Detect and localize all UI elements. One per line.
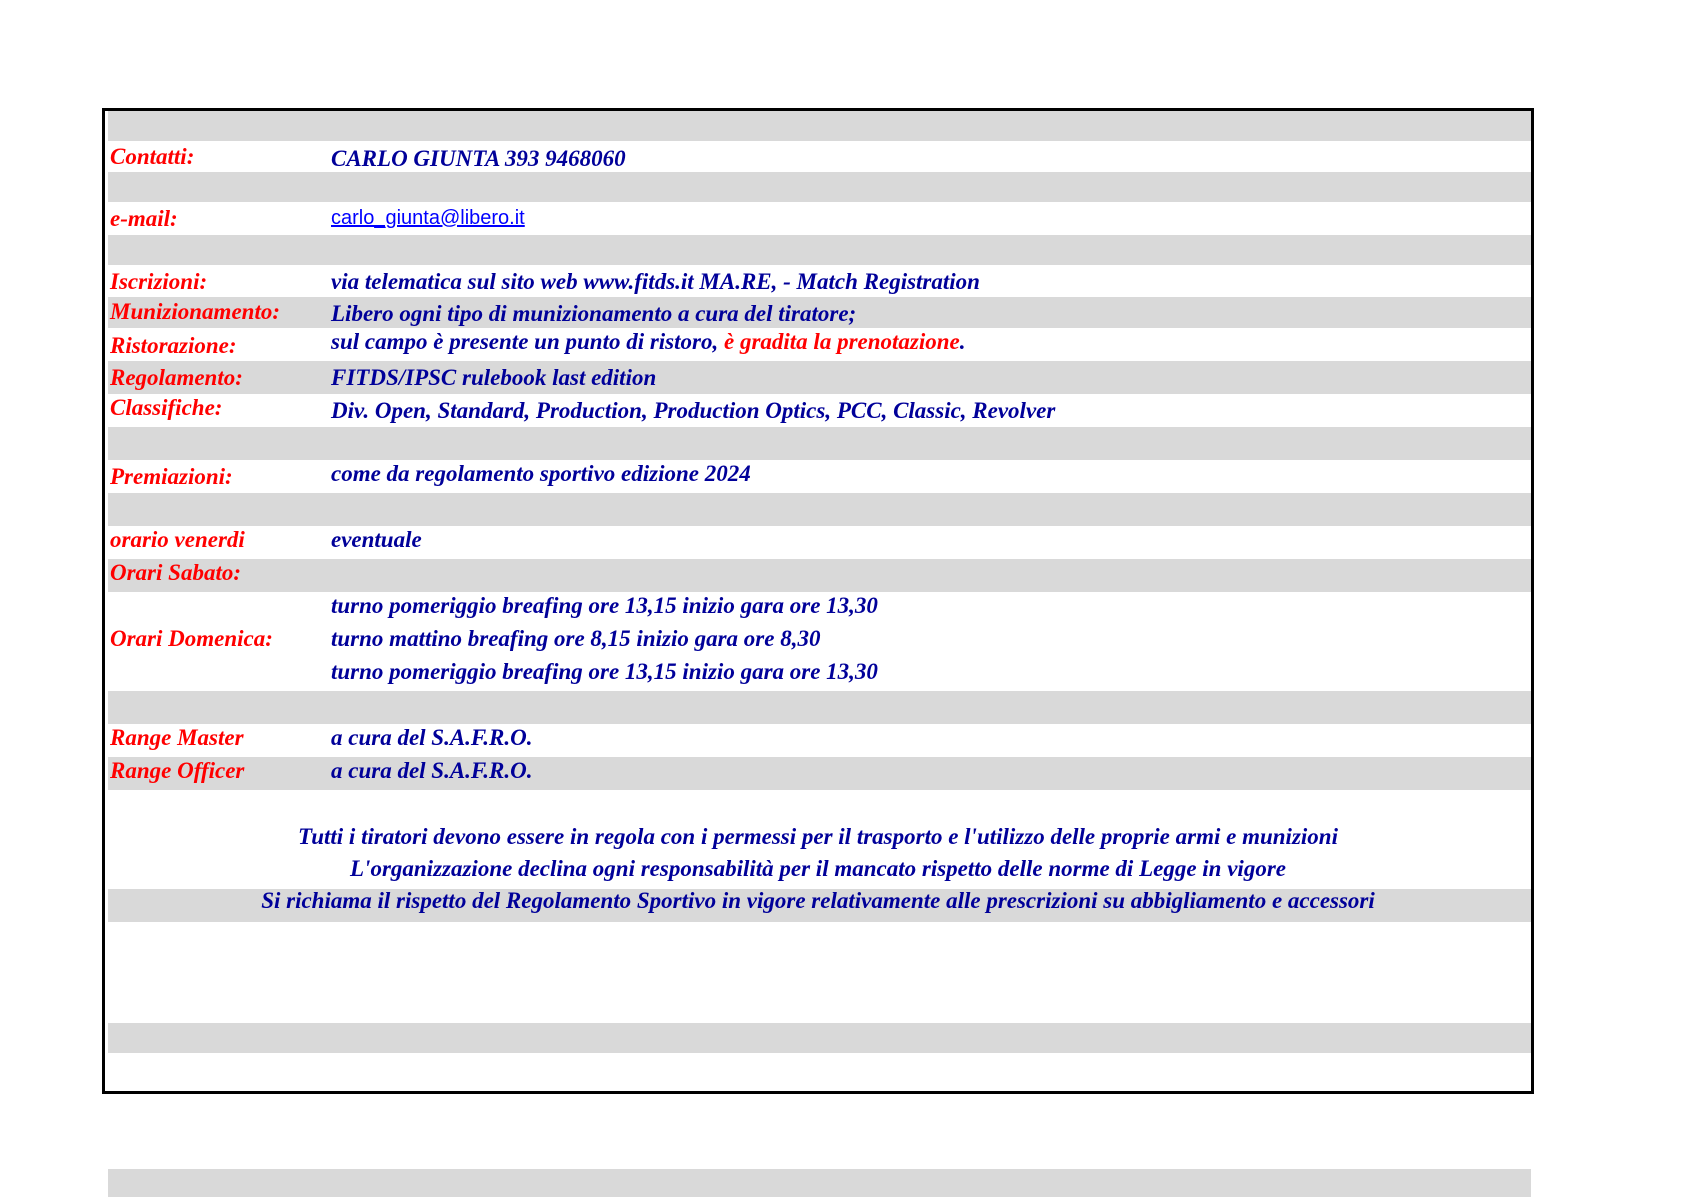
- ristorazione-label: Ristorazione:: [110, 333, 237, 358]
- band: [108, 361, 1531, 394]
- regolamento-value: FITDS/IPSC rulebook last edition: [331, 365, 657, 390]
- band: [108, 559, 1531, 592]
- contatti-label: Contatti:: [110, 144, 195, 169]
- note-line: L'organizzazione declina ogni responsabilità per il mancato rispetto delle norme di Legge in vigore: [350, 856, 1286, 881]
- sabato-label: Orari Sabato:: [110, 560, 241, 585]
- band: [108, 691, 1531, 724]
- iscrizioni-label: Iscrizioni:: [110, 269, 208, 294]
- band: [108, 757, 1531, 790]
- ristorazione-highlight: è gradita la prenotazione: [723, 329, 960, 354]
- premiazioni-value: come da regolamento sportivo edizione 2024: [331, 461, 751, 486]
- info-table: [102, 108, 1534, 1094]
- band: [108, 427, 1531, 460]
- band: [108, 235, 1531, 265]
- venerdi-label: orario venerdi: [110, 527, 245, 552]
- band: [108, 1023, 1531, 1053]
- venerdi-value: eventuale: [331, 527, 422, 552]
- ristorazione-text: sul campo è presente un punto di ristoro,: [331, 329, 724, 354]
- domenica-label: Orari Domenica:: [110, 626, 273, 651]
- note-line: Tutti i tiratori devono essere in regola con i permessi per il trasporto e l'utilizzo delle proprie armi e munizioni: [298, 824, 1338, 849]
- note-line: Si richiama il rispetto del Regolamento Sportivo in vigore relativamente alle prescrizioni su abbigliamento e accessori: [261, 888, 1375, 913]
- ristorazione-end: .: [959, 329, 966, 354]
- email-label: e-mail:: [110, 206, 178, 231]
- band: [108, 1169, 1531, 1197]
- domenica-value: turno mattino breafing ore 8,15 inizio gara ore 8,30: [331, 626, 821, 651]
- range-master-value: a cura del S.A.F.R.O.: [331, 725, 533, 750]
- munizionamento-label: Munizionamento:: [110, 299, 280, 324]
- iscrizioni-value: via telematica sul sito web www.fitds.it MA.RE, - Match Registration: [331, 269, 980, 294]
- range-officer-label: Range Officer: [110, 758, 245, 783]
- email-link[interactable]: carlo_giunta@libero.it: [331, 207, 525, 229]
- sabato-value: turno pomeriggio breafing ore 13,15 inizio gara ore 13,30: [331, 593, 878, 618]
- regolamento-label: Regolamento:: [110, 365, 243, 390]
- munizionamento-value: Libero ogni tipo di munizionamento a cura del tiratore;: [331, 301, 857, 326]
- range-master-label: Range Master: [110, 725, 244, 750]
- contatti-value: CARLO GIUNTA 393 9468060: [331, 146, 626, 171]
- band: [108, 172, 1531, 202]
- range-officer-value: a cura del S.A.F.R.O.: [331, 758, 533, 783]
- premiazioni-label: Premiazioni:: [110, 464, 233, 489]
- domenica-value-2: turno pomeriggio breafing ore 13,15 inizio gara ore 13,30: [331, 659, 878, 684]
- band: [108, 111, 1531, 141]
- classifiche-label: Classifiche:: [110, 395, 223, 420]
- band: [108, 493, 1531, 526]
- classifiche-value: Div. Open, Standard, Production, Production Optics, PCC, Classic, Revolver: [331, 398, 1056, 423]
- ristorazione-value: [331, 329, 966, 355]
